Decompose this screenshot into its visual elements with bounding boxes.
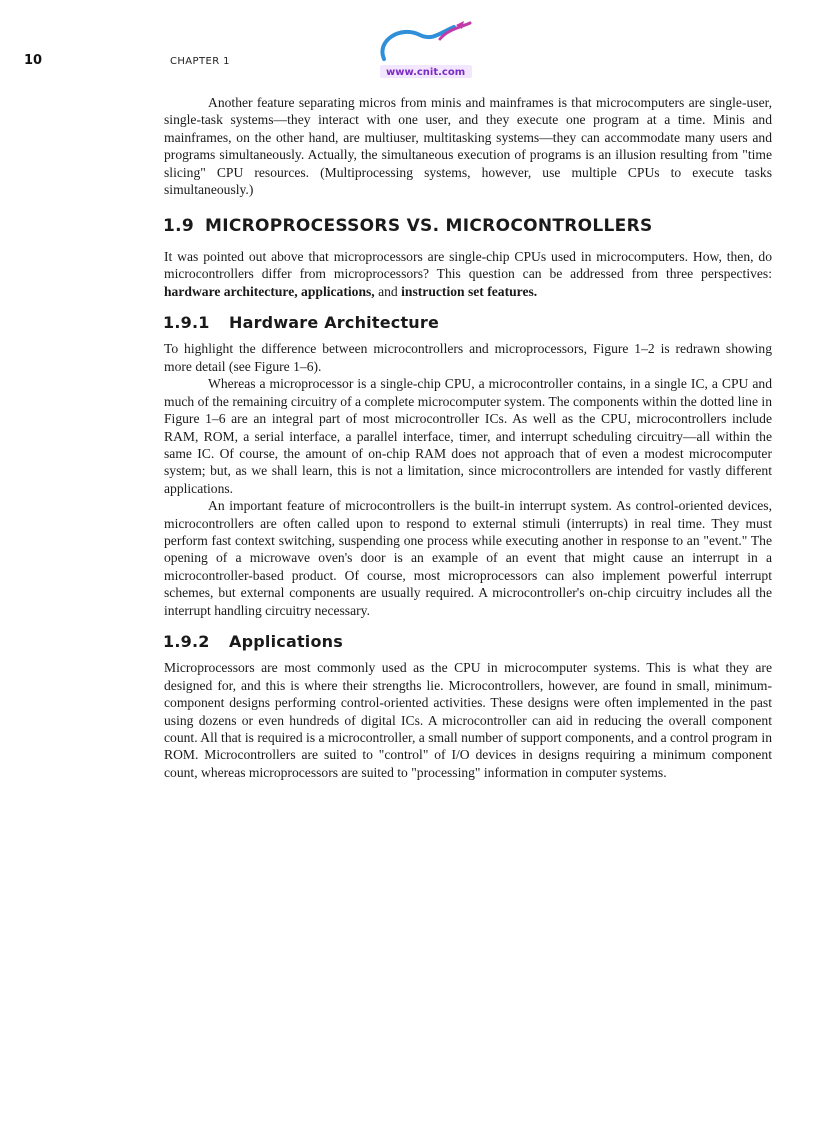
section-1-9-paragraph bbox=[164, 248, 772, 300]
hardware-paragraph-1: To highlight the difference between microcontrollers and microprocessors, Figure 1–2 is redrawn showing more detail (see Figure 1–6). bbox=[164, 341, 772, 374]
page-header bbox=[0, 52, 816, 78]
subsection-number: 1.9.1 bbox=[163, 313, 210, 333]
applications-paragraph: Microprocessors are most commonly used as the CPU in microcomputer systems. This is what they are designed for, and this is where their strengths lie. Microcontrollers, however, are found in small, minimum-component designs performing control-oriented activities. These designs were often implemented in the past using dozens or even hundreds of digital ICs. A microcontroller can aid in reducing the overall component count. All that is required is a microcontroller, a small number of support components, and a control program in ROM. Microcontrollers are suited to "control" of I/O devices in designs requiring a minimum component count, whereas microprocessors are suited to "processing" information in computer systems. bbox=[164, 660, 772, 780]
page-content bbox=[164, 94, 772, 781]
subsection-heading-1-9-2 bbox=[163, 633, 772, 650]
logo-url-text: www.cnit.com bbox=[386, 67, 466, 78]
subsection-title: Hardware Architecture bbox=[229, 313, 440, 333]
intro-paragraph: Another feature separating micros from minis and mainframes is that microcomputers are single-user, single-task systems—they interact with one user, and they execute one program at a time. Minis and mainframes, on the other hand, are multiuser, multitasking systems—they can accommodate many users and programs simultaneously. Actually, the simultaneous execution of programs is an illusion resulting from "time slicing" CPU resources. (Multiprocessing systems, however, use multiple CPUs to execute tasks simultaneously.) bbox=[164, 95, 772, 198]
watermark-logo bbox=[370, 19, 478, 81]
subsection-heading-1-9-1 bbox=[163, 314, 772, 331]
conjunction-text: and bbox=[374, 283, 402, 299]
subsection-title: Applications bbox=[229, 631, 343, 651]
section-heading-1-9 bbox=[163, 218, 772, 235]
bold-term-instruction-set: instruction set features. bbox=[401, 283, 538, 299]
subsection-number: 1.9.2 bbox=[163, 631, 210, 651]
paragraph-text: It was pointed out above that microprocessors are single-chip CPUs used in microcomputers. How, then, do microcontrollers differ from microprocessors? This question can be addressed from three perspectives: bbox=[164, 248, 772, 282]
hardware-paragraph-3: An important feature of microcontrollers is the built-in interrupt system. As control-oriented devices, microcontrollers are often called upon to respond to external stimuli (interrupts) in real time. They must perform fast context switching, suspending one process while executing another in response to an "event." The opening of a microwave oven's door is an example of an event that might cause an interrupt in a microcontroller-based product. Of course, most microprocessors can also implement powerful interrupt schemes, but external components are usually required. A microcontroller's on-chip circuitry includes all the interrupt handling circuitry necessary. bbox=[164, 498, 772, 618]
section-title: MICROPROCESSORS VS. MICROCONTROLLERS bbox=[205, 216, 653, 237]
page-number: 10 bbox=[24, 53, 43, 68]
section-number: 1.9 bbox=[163, 216, 195, 237]
chapter-label: CHAPTER 1 bbox=[170, 56, 230, 67]
bold-term-hw-apps: hardware architecture, applications, bbox=[164, 283, 375, 299]
hardware-paragraph-2: Whereas a microprocessor is a single-chip CPU, a microcontroller contains, in a single IC, a CPU and much of the remaining circuitry of a complete microcomputer system. The components within the dotted line in Figure 1–6 are an integral part of most microcontroller ICs. As well as the CPU, microcontrollers include RAM, ROM, a serial interface, a parallel interface, timer, and interrupt scheduling circuitry—all within the same IC. Of course, the amount of on-chip RAM does not approach that of even a modest microcomputer system; but, as we shall learn, this is not a limitation, since microcontrollers are intended for vastly different applications. bbox=[164, 376, 772, 496]
